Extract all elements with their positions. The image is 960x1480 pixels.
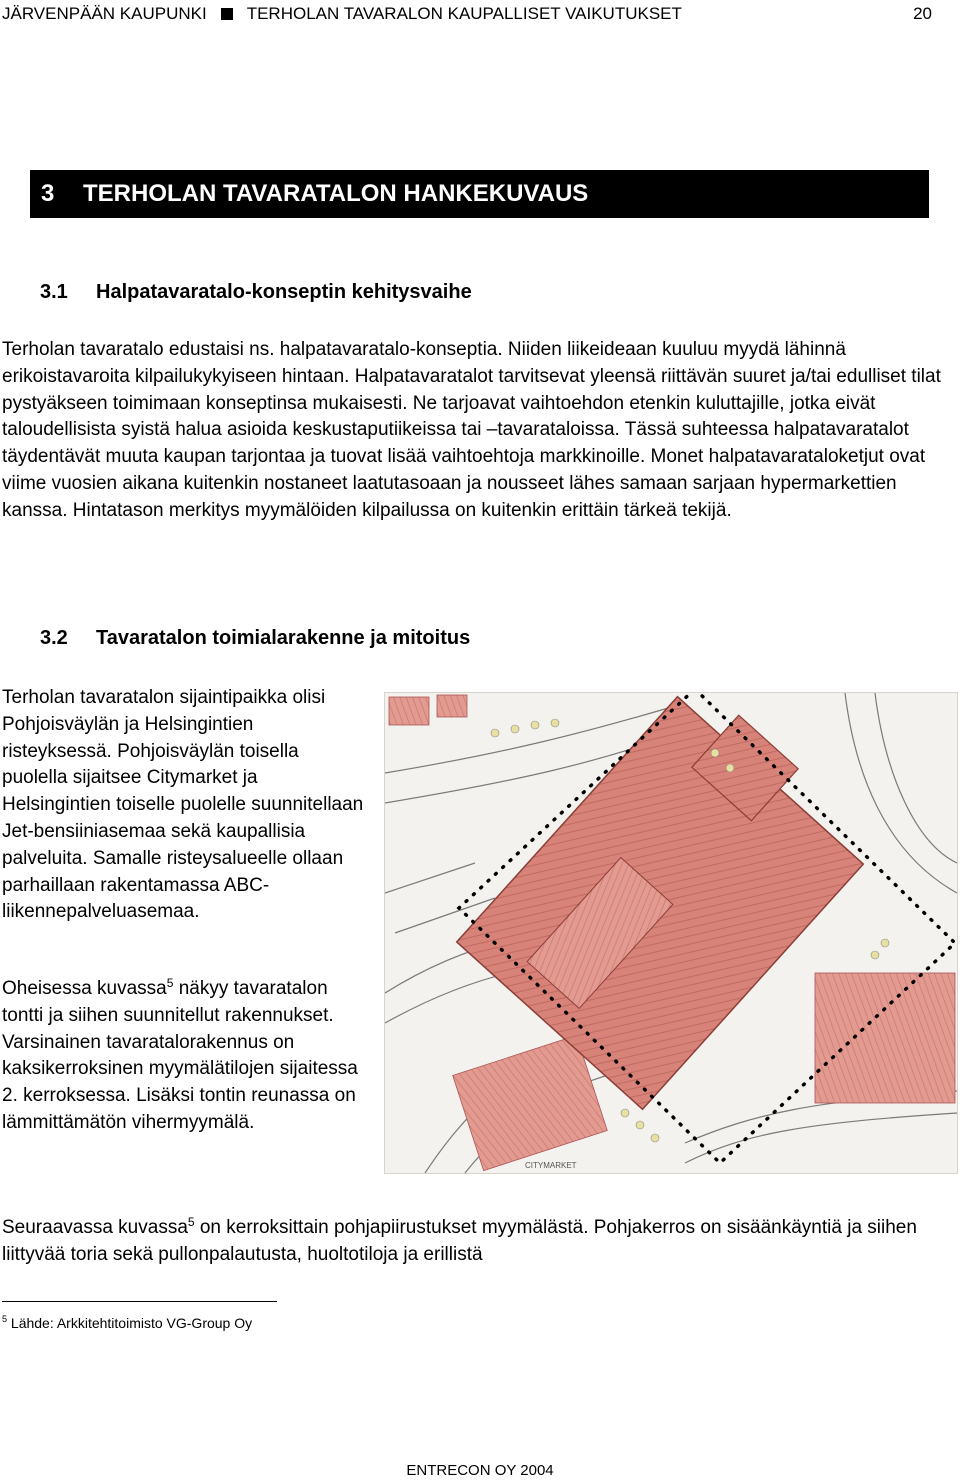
main-building <box>457 697 864 1110</box>
chapter-title: TERHOLAN TAVARATALON HANKEKUVAUS <box>83 180 589 207</box>
section-title: Tavaratalon toimialarakenne ja mitoitus <box>96 627 471 649</box>
footnote-marker: 5 <box>2 1314 8 1324</box>
map-label: CITYMARKET <box>525 1161 577 1170</box>
figure-reference-paragraph <box>2 976 364 1137</box>
footnote-divider <box>2 1301 277 1302</box>
text-run: näkyy tavaratalon tontti ja siihen suunnitellut rakennukset. Varsinainen tavaratalorakennus on kaksikerroksinen myymälätilojen sijaitessa 2. kerroksessa. Lisäksi tontin reunassa on lämmittämätön vihermyymälä. <box>2 978 358 1133</box>
footnote-text: Lähde: Arkkitehtitoimisto VG-Group Oy <box>10 1315 253 1331</box>
page-footer: ENTRECON OY 2004 <box>406 1462 554 1479</box>
section-number: 3.1 <box>40 281 68 303</box>
site-plan-figure <box>384 692 958 1174</box>
section-title: Halpatavaratalo-konseptin kehitysvaihe <box>96 281 472 303</box>
section-number: 3.2 <box>40 627 68 649</box>
chapter-number: 3 <box>41 180 55 207</box>
text-run: on kerroksittain pohjapiirustukset myymälästä. Pohjakerros on sisäänkäyntiä ja siihen liittyvää toria sekä pullonpalautusta, huoltotiloja ja erillistä <box>2 1217 917 1265</box>
site-plan-map <box>385 693 957 1173</box>
chapter-heading <box>30 170 929 218</box>
location-paragraph: Terholan tavaratalon sijaintipaikka olisi Pohjoisväylän ja Helsingintien risteyksessä. Pohjoisväylän toisella puolella sijaitsee Citymarket ja Helsingintien toiselle puolelle suunnitellaan Jet-bensiiniasemaa sekä kaupallisia palveluita. Samalle risteysalueelle ollaan parhaillaan rakentamassa ABC-liikennepalveluasemaa. <box>2 687 364 923</box>
section-3-1-paragraph: Terholan tavaratalo edustaisi ns. halpatavaratalo-konseptia. Niiden liikeideaan kuuluu myydä lähinnä erikoistavaroita kilpailukykyiseen hintaan. Halpatavaratalot tarvitsevat yleensä riittävän suuret ja/tai edulliset tilat pystyäkseen toimimaan konseptinsa mukaisesti. Ne tarjoavat vaihtoehdon etenkin kuluttajille, jotka eivät taloudellisista syistä halua asioida keskustaputiikeissa tai –tavarataloissa. Tässä suhteessa halpatavaratalot täydentävät muuta kaupan tarjontaa ja tuovat lisää vaihtoehtoja markkinoille. Monet halpatavarataloketjut ovat viime vuosien aikana kuitenkin nostaneet laatutasoaan ja nousseet lähes samaan sarjaan hypermarkettien kanssa. Hintatason merkitys myymälöiden kilpailussa on kuitenkin erittäin tärkeä tekijä. <box>2 339 941 521</box>
footnote-ref: 5 <box>166 976 174 990</box>
footnote <box>2 1314 252 1332</box>
page-number: 20 <box>913 4 932 23</box>
text-run: Seuraavassa kuvassa <box>2 1217 188 1238</box>
footnote-ref: 5 <box>187 1215 195 1229</box>
square-bullet-icon <box>221 8 233 20</box>
header-organization: JÄRVENPÄÄN KAUPUNKI <box>2 4 207 23</box>
section-heading-3-2 <box>40 626 470 650</box>
floor-plan-paragraph <box>2 1215 952 1269</box>
text-run: Oheisessa kuvassa <box>2 978 167 999</box>
header-title: TERHOLAN TAVARALON KAUPALLISET VAIKUTUKSET <box>246 4 682 23</box>
page-header <box>0 3 960 27</box>
section-heading-3-1 <box>40 280 472 304</box>
